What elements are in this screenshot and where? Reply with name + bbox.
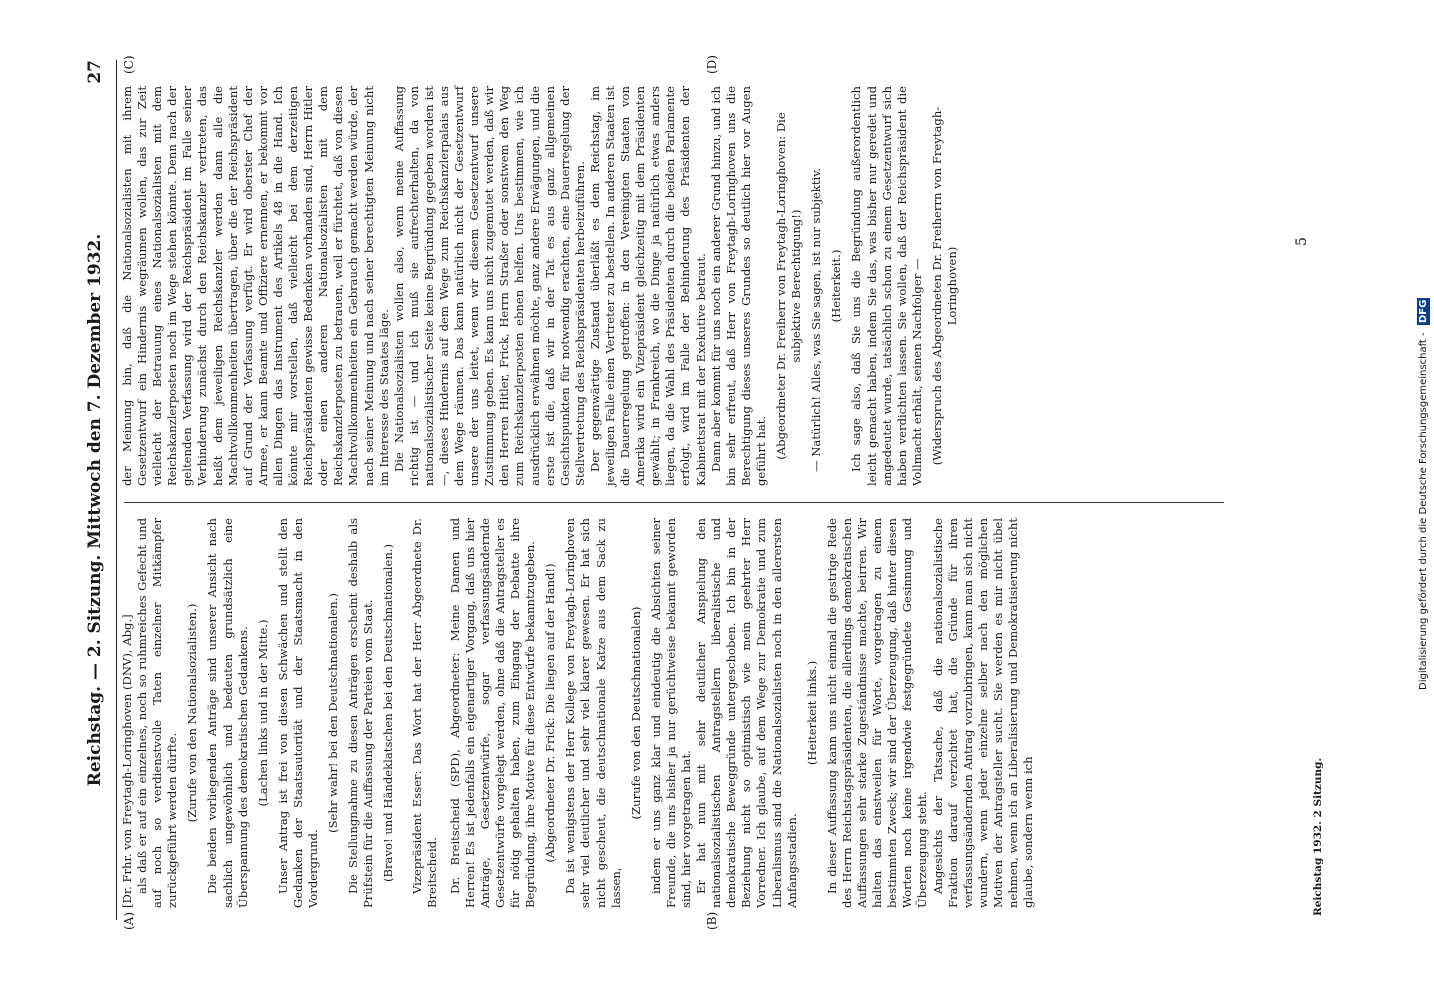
- dfg-watermark: [1417, 10, 1430, 690]
- interjection: (Widerspruch des Abgeordneten Dr. Freiherrn von Freytagh-Loringhoven): [929, 106, 959, 466]
- interjection: (Zurufe von den Nationalsozialisten.): [185, 603, 200, 823]
- header-rule: [116, 60, 117, 920]
- interjection: (Lachen links und in der Mitte.): [255, 619, 270, 807]
- paragraph: Angesichts der Tatsache, daß die nationalsozialistische Fraktion darauf verzichtet hat, die Gründe für ihren verfassungsändernden Antrag vorzubringen, kann man sich nicht wundern, wenn jeder einzelne selber nach den möglichen Motiven der Antragsteller sucht. Sie werden es mir nicht übel nehmen, wenn ich an Liberalisierung und Demokratisierung nicht glaube, sondern wenn ich: [930, 518, 1036, 908]
- left-column: [120, 518, 1300, 908]
- paragraph: Dann aber kommt für uns noch ein anderer Grund hinzu, und ich bin sehr erfreut, daß Herr von Freytagh-Loringhoven uns die Berechtigung dieses unseres Grundes so deutlich hier vor Augen geführt hat.: [708, 86, 768, 486]
- interjection: (Abgeordneter Dr. Frick: Die liegen auf der Hand!): [543, 563, 558, 863]
- paragraph: Die Nationalsozialisten wollen also, wenn meine Auffassung richtig ist — und ich muß sie aufrechterhalten, da von nationalsozialistischer Seite keine Begründung gegeben worden ist —, dieses Hindernis auf dem Wege zum Reichskanzlerpalais aus dem Wege räumen. Das kann natürlich nicht der Gesetzentwurf unsere der uns leitet, wenn wir diesem Gesetzentwurf unsere Zustimmung geben. Es kann uns nicht zugemutet werden, daß wir den Herren Hitler, Frick, Herrn Straßer oder sonstwem den Weg zum Reichskanzlerposten ebnen helfen. Uns bestimmen, wie ich ausdrücklich erwähnen möchte, ganz andere Erwägungen, und die erste ist die, daß wir in der Tat es aus ganz allgemeinen Gesichtspunkten für notwendig erachten, eine Dauerregelung der Stellvertretung des Reichspräsidenten herbeizuführen.: [391, 86, 587, 486]
- interjection: (Bravo! und Händeklatschen bei den Deutschnationalen.): [381, 543, 396, 883]
- bottom-number: 5: [1294, 237, 1310, 246]
- paragraph-gap: [440, 518, 448, 908]
- right-column: [120, 86, 1300, 486]
- paragraph: Da ist wenigstens der Herr Kollege von Freytagh-Loringhoven sehr viel deutlicher und sehr viel klarer gewesen. Er hat sich nicht gescheut, die deutschnationale Katze aus dem Sack zu lassen,: [563, 518, 623, 908]
- paragraph: Die Stellungnahme zu diesen Anträgen erscheint deshalb als Prüfstein für die Auffassung der Parteien vom Staat.: [346, 518, 376, 908]
- margin-marker-a: (A): [122, 911, 136, 930]
- interjection: (Heiterkeit links.): [804, 660, 819, 766]
- watermark-text: Digitalisierung gefördert durch die Deutsche Forschungsgemeinschaft -: [1418, 332, 1429, 690]
- paragraph: Unser Antrag ist frei von diesen Schwächen und stellt den Gedanken der Staatsautorität und der Staatsmacht in den Vordergrund.: [275, 518, 321, 908]
- paragraph: In dieser Auffassung kann uns nicht einmal die gestrige Rede des Herrn Reichstagspräsidenten, die allerdings demokratischen Auffassungen sehr starke Zugeständnisse machte, beirren. Wir halten das einstweilen für Worte, vorgetragen zu einem bestimmten Zweck; wir sind der Überzeugung, daß hinter diesen Worten noch keine irgendwie festgegründete Gesinnung und Überzeugung steht.: [824, 518, 930, 908]
- page-header: [78, 60, 112, 920]
- paragraph: Vizepräsident Esser: Das Wort hat der Herr Abgeordnete Dr. Breitscheid.: [409, 518, 439, 908]
- speaker-reference: [Dr. Frhr. von Freytagh-Loringhoven (DNV), Abg.]: [120, 614, 134, 908]
- paragraph: der Meinung bin, daß die Nationalsozialisten mit ihrem Gesetzentwurf ein Hindernis wegräumen wollen, das zur Zeit vielleicht der Betrauung eines Nationalsozialisten mit dem Reichskanzlerposten noch im Wege stehen könnte. Denn nach der geltenden Verfassung wird der Reichspräsident im Falle seiner Verhinderung zunächst durch den Reichskanzler vertreten, das heißt dem jeweiligen Reichskanzler werden dann alle die Machtvollkommenheiten übertragen, über die der Reichspräsident auf Grund der Verfassung verfügt. Er wird oberster Chef der Armee, er kann Beamte und Offiziere ernennen, er bekommt vor allen Dingen das Instrument des Artikels 48 in die Hand. Ich könnte mir vorstellen, daß vielleicht bei dem derzeitigen Reichspräsidenten gewisse Bedenken vorhanden sind, Herrn Hitler oder einen anderen Nationalsozialisten mit dem Reichskanzlerposten zu betrauen, weil er fürchtet, daß von diesen Machtvollkommenheiten ein Gebrauch gemacht werden würde, der nach seiner Meinung und nach seiner berechtigten Meinung nicht im Interesse des Staates läge.: [120, 86, 391, 486]
- paragraph: Er hat nun mit sehr deutlicher Anspielung den nationalsozialistischen Antragstellern liberalistische und demokratische Beweggründe untergeschoben. Ich bin in der Beziehung nicht so optimistisch wie mein geehrter Herr Vorredner. Ich glaube, auf dem Wege zur Demokratie und zum Liberalismus sind die Nationalsozialisten noch in den allerersten Anfangsstadien.: [694, 518, 799, 908]
- paragraph: Ich sage also, daß Sie uns die Begründung außerordentlich leicht gemacht haben, indem Sie das, was bisher nur geredet und angedeutet wurde, tatsächlich schon zu einem Gesetzentwurf sich haben verdichten lassen. Sie wollen, daß der Reichspräsident die Vollmacht erhält, seinen Nachfolger —: [849, 86, 924, 486]
- page-footer: Reichstag 1932. 2 Sitzung.: [1312, 757, 1324, 916]
- interjection: (Zurufe von den Deutschnationalen): [628, 606, 643, 820]
- interjection: (Abgeordneter Dr. Freiherr von Freytagh-Loringhoven: Die subjektive Berechtigung!): [774, 112, 804, 460]
- dfg-badge: DFG: [1418, 299, 1429, 324]
- column-divider: [124, 502, 1224, 503]
- paragraph: indem er uns ganz klar und eindeutig die Absichten seiner Freunde, die uns bisher ja nur gerüchtweise bekannt geworden sind, hier vorgetragen hat.: [648, 518, 693, 908]
- paragraph: — Natürlich! Alles, was Sie sagen, ist nur subjektiv.: [809, 167, 824, 472]
- margin-marker-b: (B): [705, 911, 719, 930]
- paragraph: Dr. Breitscheid (SPD), Abgeordneter: Meine Damen und Herren! Es ist jedenfalls ein eigenartiger Vorgang, daß uns hier Anträge, Gesetzentwürfe, sogar verfassungsändernde Gesetzentwürfe vorgelegt werden, ohne daß die Antragsteller es für nötig gehalten haben, zum Eingang der Debatte ihre Begründung, ihre Motive für diese Entwürfe bekanntzugeben.: [447, 518, 538, 908]
- interjection: (Sehr wahr! bei den Deutschnationalen.): [326, 593, 341, 833]
- margin-marker-d: (D): [705, 55, 719, 74]
- paragraph-gap: [402, 518, 410, 908]
- paragraph: Die beiden vorliegenden Anträge sind unserer Ansicht nach sachlich ungewöhnlich und bedeuten grundsätzlich eine Überspannung des demokratischen Gedankens.: [205, 518, 250, 908]
- page-title: Reichstag. — 2. Sitzung. Mittwoch den 7. Dezember 1932.: [85, 233, 105, 787]
- paragraph: als daß er auf ein einzelnes, noch so ruhmreiches Gefecht und auf noch so verdienstvolle Taten einzelner Mitkämpfer zurückgeführt werden dürfte.: [135, 518, 180, 908]
- paragraph: Der gegenwärtige Zustand überläßt es dem Reichstag, im jeweiligen Falle einen Vertreter zu bestellen. In anderen Staaten ist die Dauerregelung getroffen: in den Vereinigten Staaten von Amerika wird ein Vizepräsident gleichzeitig mit dem Präsidenten gewählt; in Frankreich, wo die Dinge ja natürlich etwas anders liegen, da die Wahl des Präsidenten durch die beiden Parlamente erfolgt, wird im Falle der Behinderung des Präsidenten der Kabinettsrat mit der Exekutive betraut.: [587, 86, 708, 486]
- page-number: 27: [85, 60, 105, 84]
- interjection: (Heiterkeit.): [829, 249, 844, 323]
- margin-marker-c: (C): [122, 55, 136, 74]
